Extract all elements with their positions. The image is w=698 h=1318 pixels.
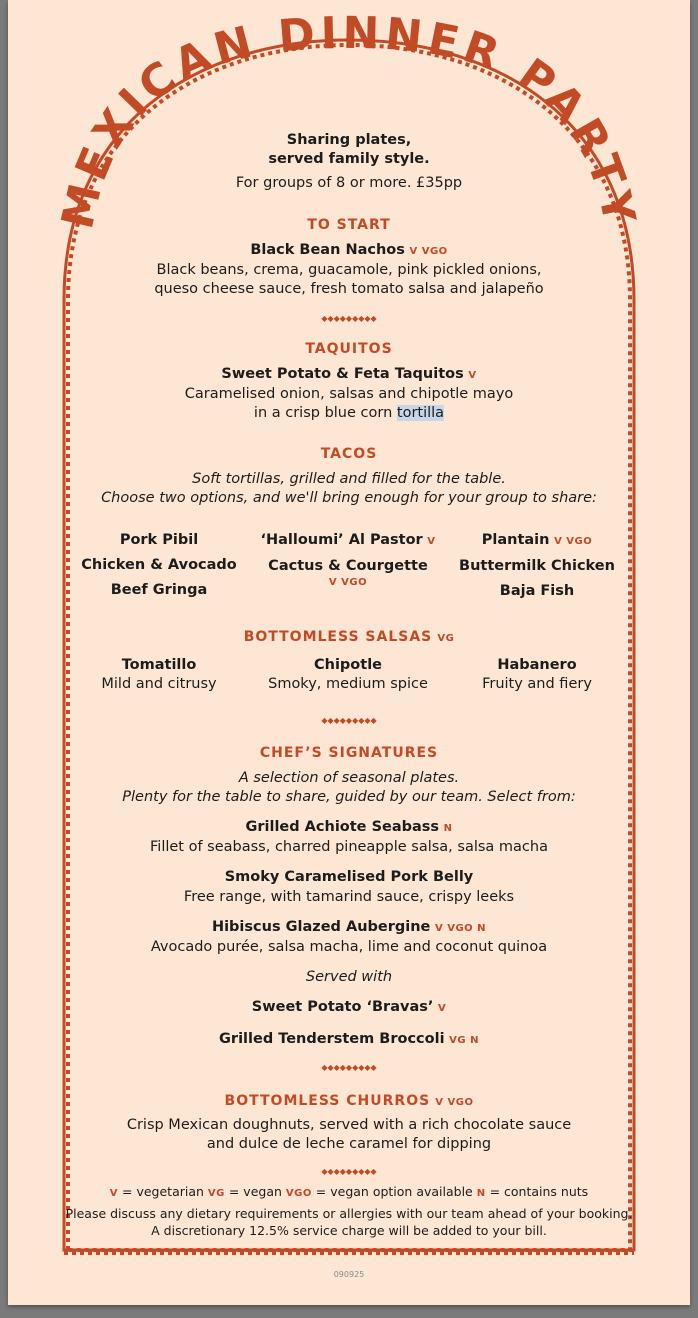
item-desc: queso cheese sauce, fresh tomato salsa and jalapeño [154,281,544,297]
diet-tags: VG [437,633,455,644]
taco-option: Beef Gringa [110,582,208,598]
legend-key: N [476,1188,486,1199]
taco-option: Chicken & Avocado [81,557,237,573]
section-intro: A selection of seasonal plates. [238,770,460,786]
item-name: Hibiscus Glazed Aubergine [211,919,431,935]
intro-line1: Sharing plates, [286,132,412,148]
section-to-start: TO START [307,217,391,233]
menu-item [8,868,690,887]
diet-tags: V [427,536,436,547]
legend-key: V [109,1188,119,1199]
svg-text:MEXICAN DINNER PARTY [52,8,645,234]
item-desc-part: in a crisp blue corn [253,405,397,421]
item-desc: Free range, with tamarind sauce, crispy leeks [183,889,515,905]
item-desc: Caramelised onion, salsas and chipotle mayo [184,386,514,402]
item-name: Sweet Potato ‘Bravas’ [251,999,434,1015]
item-desc: Crisp Mexican doughnuts, served with a rich chocolate sauce [126,1117,572,1133]
item-desc: and dulce de leche caramel for dipping [206,1136,492,1152]
section-intro: Choose two options, and we'll bring enough for your group to share: [101,490,597,506]
taco-option: Buttermilk Chicken [459,558,615,574]
diet-tags: VG N [449,1035,479,1046]
item-name: Black Bean Nachos [250,242,405,258]
diet-legend [8,1183,690,1202]
item-name: Sweet Potato & Feta Taquitos [221,366,464,382]
salsa-item [59,656,259,694]
item-name: Grilled Achiote Seabass [245,819,440,835]
section-heading: BOTTOMLESS SALSAS [243,629,433,645]
diet-tags: V VGO [435,1097,474,1108]
taco-option: ‘Halloumi’ Al Pastor [260,532,423,548]
divider: ◆◆◆◆◆◆◆◆◆ [321,1167,377,1176]
menu-item [8,818,690,838]
legend-key: VG [207,1188,225,1199]
divider: ◆◆◆◆◆◆◆◆◆ [321,314,377,323]
tacos-column-1 [59,531,259,600]
menu-item [8,918,690,938]
diet-tags: V VGO N [435,923,487,934]
section-intro: Plenty for the table to share, guided by our team. Select from: [122,789,576,805]
diet-tags: N [443,823,453,834]
legend-text: = vegan [224,1184,286,1199]
section-churros [8,1090,690,1110]
salsa-desc: Smoky, medium spice [268,676,428,692]
salsa-name: Tomatillo [121,657,197,673]
item-desc [8,404,690,423]
tacos-column-3 [437,531,637,601]
item-desc: Fillet of seabass, charred pineapple salsa, salsa macha [150,839,548,855]
diet-tags: V VGO [554,536,593,547]
diet-tags: V [468,370,477,381]
menu-item [8,365,690,385]
served-with: Served with [305,969,393,985]
section-tacos: TACOS [320,446,378,462]
diet-tags: V [437,1003,447,1014]
legend-text: = contains nuts [485,1184,589,1199]
divider: ◆◆◆◆◆◆◆◆◆ [321,1063,377,1072]
taco-option: Plantain [481,532,550,548]
legend-text: = vegetarian [118,1184,208,1199]
salsa-desc: Fruity and fiery [482,676,592,692]
salsa-desc: Mild and citrusy [101,676,217,692]
taco-option: Pork Pibil [119,532,199,548]
section-salsas [8,626,690,646]
diet-tags: V VGO [409,246,448,257]
side-item [8,1030,690,1050]
item-name: Grilled Tenderstem Broccoli [219,1031,445,1047]
divider: ◆◆◆◆◆◆◆◆◆ [321,716,377,725]
footer-note: Please discuss any dietary requirements or allergies with our team ahead of your booking. [65,1206,633,1221]
intro-line3: For groups of 8 or more. £35pp [235,175,463,191]
menu-page [8,0,690,1305]
salsa-item [437,656,637,694]
selected-text[interactable]: tortilla [396,405,445,421]
section-signatures: CHEF’S SIGNATURES [259,745,439,761]
diet-tags: V VGO [328,577,368,588]
item-desc: Black beans, crema, guacamole, pink pickled onions, [156,262,542,278]
taco-option: Cactus & Courgette [268,558,428,574]
side-item [8,998,690,1018]
salsa-item [248,656,448,694]
salsa-name: Chipotle [313,657,382,673]
section-heading: BOTTOMLESS CHURROS [224,1093,431,1109]
menu-code: 090925 [333,1270,365,1279]
legend-key: VGO [285,1188,312,1199]
footer-note: A discretionary 12.5% service charge will be added to your bill. [151,1223,547,1238]
salsa-name: Habanero [497,657,577,673]
item-desc: Avocado purée, salsa macha, lime and coconut quinoa [150,939,548,955]
legend-text: = vegan option available [311,1184,477,1199]
menu-item [8,241,690,261]
menu-title: MEXICAN DINNER PARTY [52,7,646,234]
item-name: Smoky Caramelised Pork Belly [224,869,474,885]
tacos-column-2 [248,531,448,590]
taco-option: Baja Fish [499,583,575,599]
intro-line2: served family style. [268,151,430,167]
section-taquitos: TAQUITOS [305,341,393,357]
section-intro: Soft tortillas, grilled and filled for the table. [192,471,506,487]
